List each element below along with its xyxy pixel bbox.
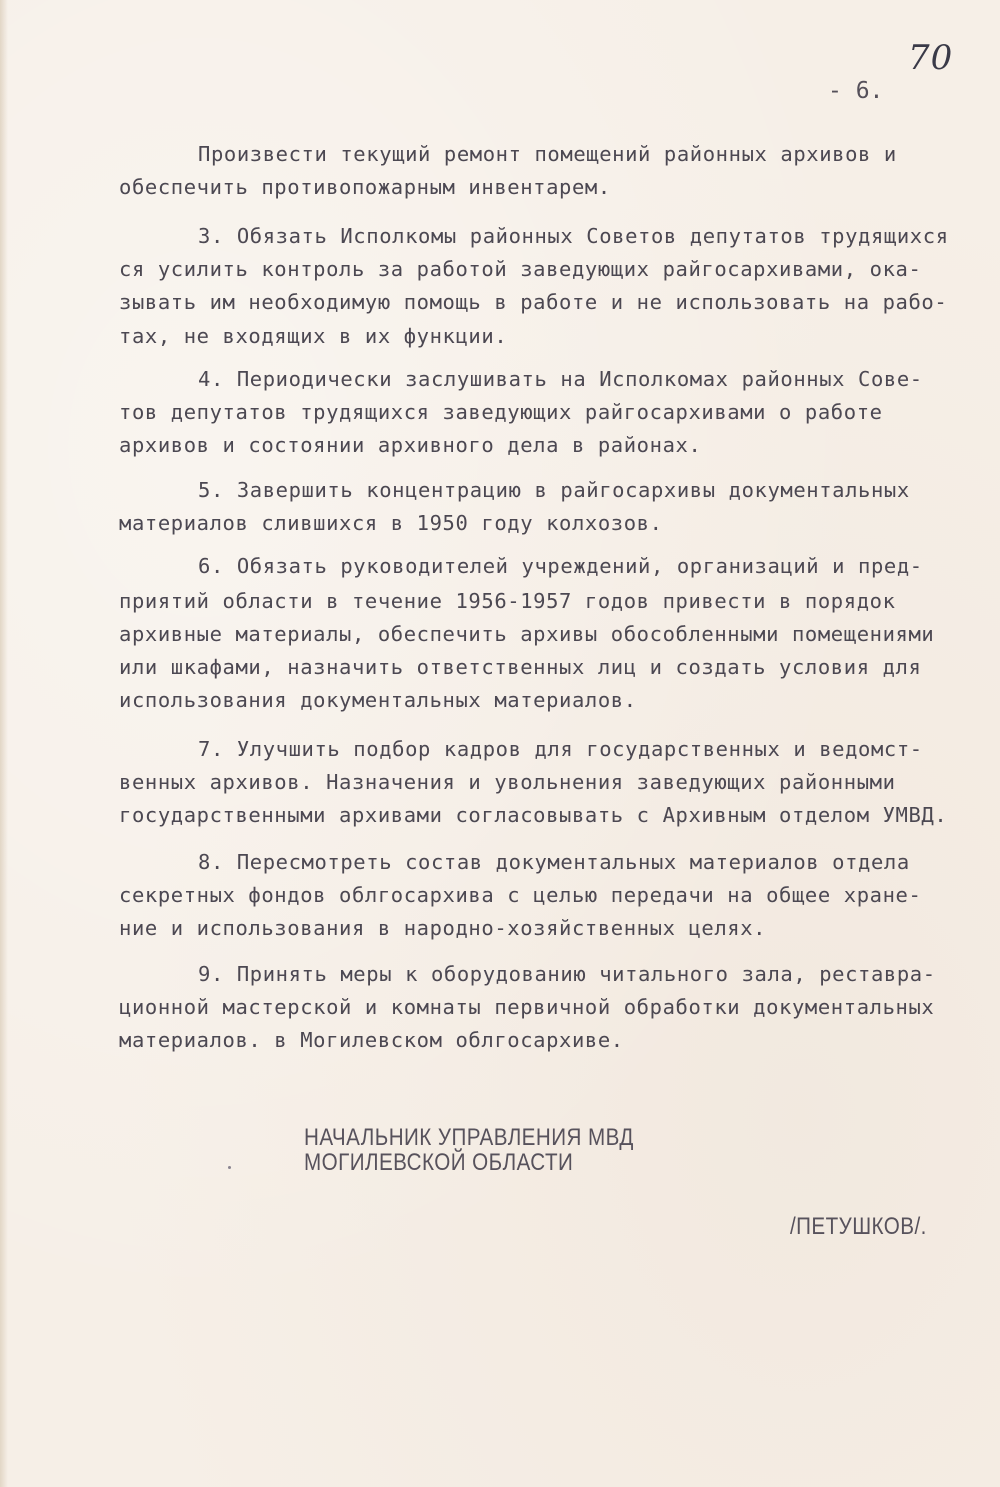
item-6-line: приятий области в течение 1956-1957 годов привести в порядок — [119, 589, 896, 613]
item-4-line: тов депутатов трудящихся заведующих райгосархивами о работе — [119, 400, 883, 424]
item-6-line: архивные материалы, обеспечить архивы обособленными помещениями — [119, 622, 935, 646]
item-3-line: зывать им необходимую помощь в работе и не использовать на рабо- — [119, 290, 948, 314]
archive-sheet-number: 70 — [908, 38, 954, 78]
item-5-line: 5. Завершить концентрацию в райгосархивы документальных — [198, 478, 910, 502]
item-9-line: материалов. в Могилевском облгосархиве. — [119, 1028, 624, 1052]
item-6-line: использования документальных материалов. — [119, 688, 637, 712]
item-3-line: 3. Обязать Исполкомы районных Советов депутатов трудящихся — [198, 224, 949, 248]
item-3-line: тах, не входящих в их функции. — [119, 324, 508, 348]
item-9-line: ционной мастерской и комнаты первичной обработки документальных — [119, 995, 935, 1019]
ink-mark — [228, 1166, 231, 1169]
signature-title-line-2: МОГИЛЕВСКОЙ ОБЛАСТИ — [304, 1149, 574, 1176]
item-7-line: государственными архивами согласовывать с Архивным отделом УМВД. — [119, 803, 948, 827]
page-number: - 6. — [828, 78, 884, 104]
signature-title-line-1: НАЧАЛЬНИК УПРАВЛЕНИЯ МВД — [304, 1124, 634, 1151]
item-7-line: венных архивов. Назначения и увольнения заведующих районными — [119, 770, 896, 794]
paragraph-line: Произвести текущий ремонт помещений районных архивов и — [198, 142, 897, 166]
item-5-line: материалов слившихся в 1950 году колхозов. — [119, 511, 663, 535]
item-4-line: 4. Периодически заслушивать на Исполкомах районных Сове- — [198, 367, 923, 391]
item-3-line: ся усилить контроль за работой заведующих райгосархивами, ока- — [119, 257, 922, 281]
item-4-line: архивов и состоянии архивного дела в районах. — [119, 433, 702, 457]
signatory-name: /ПЕТУШКОВ/. — [790, 1213, 927, 1240]
page-edge-shadow — [0, 0, 8, 1487]
item-7-line: 7. Улучшить подбор кадров для государственных и ведомст- — [198, 737, 923, 761]
item-8-line: 8. Пересмотреть состав документальных материалов отдела — [198, 850, 910, 874]
paragraph-line: обеспечить противопожарным инвентарем. — [119, 175, 611, 199]
item-9-line: 9. Принять меры к оборудованию читального зала, реставра- — [198, 962, 936, 986]
item-8-line: ние и использования в народно-хозяйственных целях. — [119, 916, 767, 940]
item-8-line: секретных фондов облгосархива с целью передачи на общее хране- — [119, 883, 922, 907]
item-6-line: 6. Обязать руководителей учреждений, организаций и пред- — [198, 554, 923, 578]
item-6-line: или шкафами, назначить ответственных лиц и создать условия для — [119, 655, 922, 679]
